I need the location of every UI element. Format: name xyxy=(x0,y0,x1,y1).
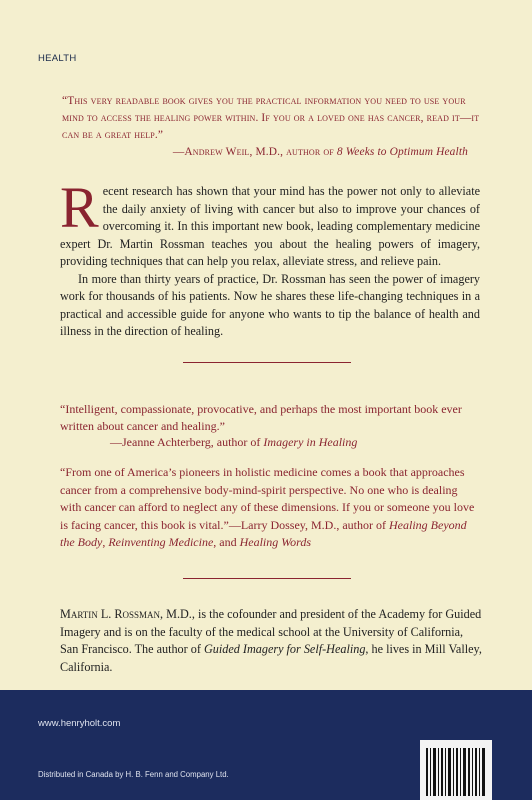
author-name: Martin L. Rossman, M.D. xyxy=(60,607,192,621)
quote-weil-work: 8 Weeks to Optimum Health xyxy=(336,146,468,158)
quote-dossey: “From one of America’s pioneers in holistic medicine comes a book that approaches cancer from a comprehensive body-mind-spirit perspective. No one who is dealing with cancer can afford to neglect any of these dimensions. If you or someone you love is facing cancer, this book is vital.”—Larry Dossey, M.D., author of Healing Beyond the Body, Reinventing Medicine, and Healing Words xyxy=(60,465,475,549)
description-paragraph-1: Recent research has shown that your mind has the power not only to alleviate the daily anxiety of living with cancer but also to improve your chances of overcoming it. In this important new book, leading complementary medicine expert Dr. Martin Rossman teaches you about the healing powers of imagery, providing techniques that can help you relax, alleviate stress, and relieve pain. xyxy=(60,175,480,268)
quote-dossey-work-2: Reinventing Medicine xyxy=(108,535,214,549)
barcode-area xyxy=(420,740,492,800)
author-bio: Martin L. Rossman, M.D., is the cofounder and president of the Academy for Guided Imagery and is on the faculty of the medical school at the University of California, San Francisco. The author of Guided Imagery for Self-Healing, he lives in Mill Valley, California. xyxy=(60,607,482,674)
quote-achterberg-text: “Intelligent, compassionate, provocative, and perhaps the most important book ever written about cancer and healing.” xyxy=(60,402,462,433)
description-paragraph-2: In more than thirty years of practice, Dr. Rossman has seen the power of imagery work for thousands of his patients. Now he shares these life-changing techniques in a practical and accessible guide for anyone who wants to tip the balance of health and illness in the direction of healing. xyxy=(60,271,480,338)
book-description xyxy=(60,175,480,341)
quote-weil-attribution: —Andrew Weil, M.D., author of 8 Weeks to Optimum Health xyxy=(172,146,468,158)
divider-rule xyxy=(183,578,351,579)
quote-dossey-text: “From one of America’s pioneers in holistic medicine comes a book that approaches cancer from a comprehensive body-mind-spirit perspective. No one who is dealing with cancer can afford to neglect any of these dimensions. If you or someone you love is facing cancer, this book is vital.” xyxy=(60,465,475,532)
drop-cap: R xyxy=(60,175,99,240)
quote-achterberg xyxy=(60,401,472,451)
quote-achterberg-attribution: —Jeanne Achterberg, author of Imagery in Healing xyxy=(110,435,358,449)
category-label: HEALTH xyxy=(38,53,77,64)
author-book-title: Guided Imagery for Self-Healing xyxy=(203,642,366,656)
distribution-note: Distributed in Canada by H. B. Fenn and Company Ltd. xyxy=(38,770,229,779)
footer-band xyxy=(0,690,532,800)
quote-dossey-work-3: Healing Words xyxy=(239,535,312,549)
quote-weil xyxy=(62,93,482,161)
quote-achterberg-work: Imagery in Healing xyxy=(263,435,358,449)
barcode-icon xyxy=(420,740,492,800)
quote-dossey-work-1: Healing Beyond the Body xyxy=(60,517,467,549)
divider-rule xyxy=(183,362,351,363)
publisher-website: www.henryholt.com xyxy=(38,718,121,729)
quote-dossey-attribution: —Larry Dossey, M.D., author of xyxy=(228,517,390,532)
quote-weil-text: “This very readable book gives you the practical information you need to use your mind to access the healing power within. If you or a loved one has cancer, read it—it can be a great help.” xyxy=(62,95,480,141)
